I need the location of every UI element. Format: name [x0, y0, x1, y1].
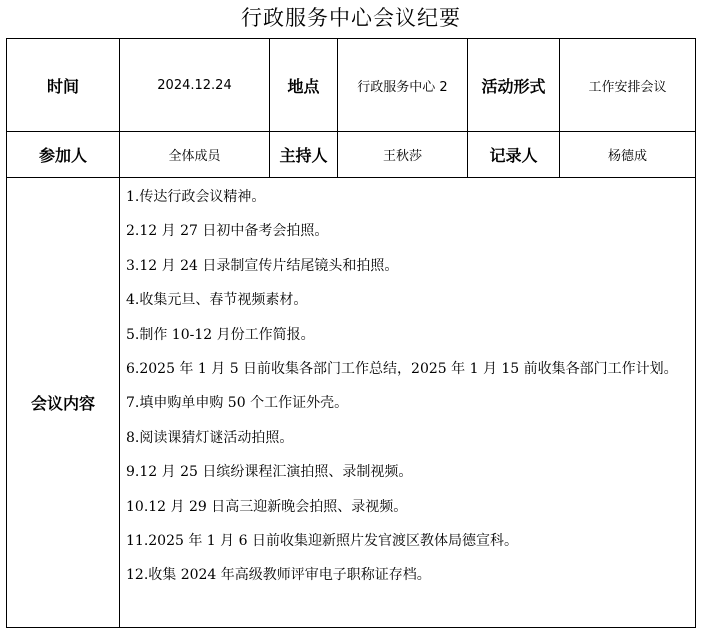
list-item: 8.阅读课猜灯谜活动拍照。 — [126, 429, 294, 446]
host-label: 主持人 — [270, 132, 338, 178]
recorder-label: 记录人 — [468, 132, 560, 178]
attendees-label: 参加人 — [7, 132, 120, 178]
list-item: 12.收集 2024 年高级教师评审电子职称证存档。 — [126, 567, 431, 584]
list-item: 3.12 月 24 日录制宣传片结尾镜头和拍照。 — [126, 257, 399, 274]
list-item: 2.12 月 27 日初中备考会拍照。 — [126, 223, 329, 240]
content-row — [7, 178, 696, 628]
time-value: 2024.12.24 — [120, 39, 270, 132]
info-row-time-location — [7, 39, 696, 132]
list-item: 5.制作 10-12 月份工作简报。 — [126, 326, 315, 343]
time-label: 时间 — [7, 39, 120, 132]
list-item: 1.传达行政会议精神。 — [126, 189, 266, 205]
info-row-people — [7, 132, 696, 178]
location-value: 行政服务中心 2 — [338, 39, 468, 132]
list-item: 11.2025 年 1 月 6 日前收集迎新照片发官渡区教体局德宣科。 — [126, 533, 518, 550]
recorder-value: 杨德成 — [560, 132, 696, 178]
content-label: 会议内容 — [7, 178, 120, 628]
format-label: 活动形式 — [468, 39, 560, 132]
agenda-list — [120, 178, 695, 593]
minutes-table — [6, 38, 696, 628]
attendees-value: 全体成员 — [120, 132, 270, 178]
list-item: 6.2025 年 1 月 5 日前收集各部门工作总结，2025 年 1 月 15 前收集各部门工作计划。 — [126, 361, 678, 378]
location-label: 地点 — [270, 39, 338, 132]
host-value: 王秋莎 — [338, 132, 468, 178]
list-item: 4.收集元旦、春节视频素材。 — [126, 292, 308, 309]
document-title: 行政服务中心会议纪要 — [241, 6, 461, 30]
list-item: 10.12 月 29 日高三迎新晚会拍照、录视频。 — [126, 498, 408, 515]
content-cell — [120, 178, 696, 628]
format-value: 工作安排会议 — [560, 39, 696, 132]
list-item: 9.12 月 25 日缤纷课程汇演拍照、录制视频。 — [126, 464, 413, 481]
list-item: 7.填申购单申购 50 个工作证外壳。 — [126, 395, 349, 412]
